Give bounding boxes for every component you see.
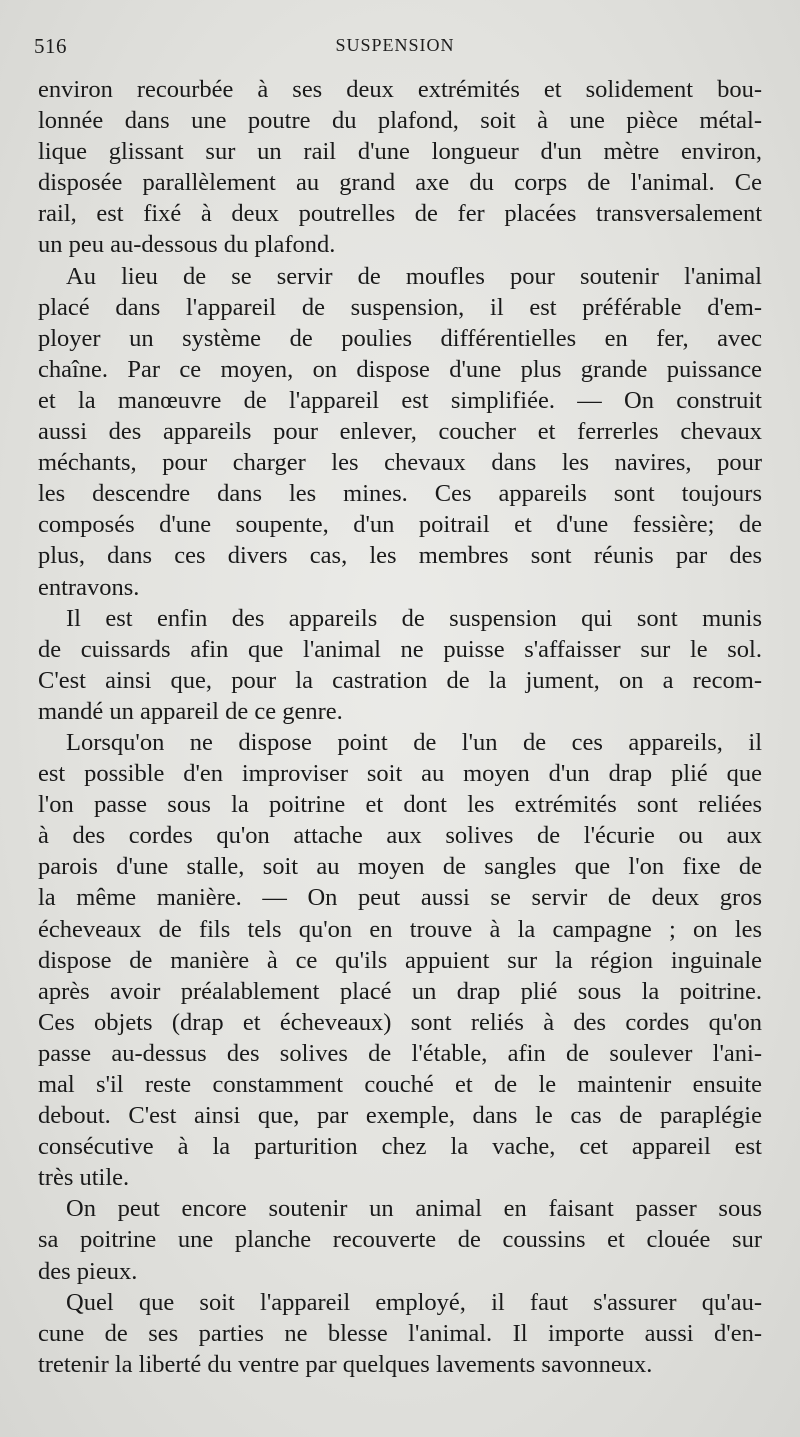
text-line: et la manœuvre de l'appareil est simplifiée. — On construit <box>38 386 762 414</box>
text-line: l'on passe sous la poitrine et dont les extrémités sont reliées <box>38 791 762 819</box>
text-line: rail, est fixé à deux poutrelles de fer placées transversalement <box>38 200 762 228</box>
text-line: dispose de manière à ce qu'ils appuient sur la région inguinale <box>38 946 762 974</box>
text-line: écheveaux de fils tels qu'on en trouve à la campagne ; on les <box>38 915 762 943</box>
text-line: Au lieu de se servir de moufles pour soutenir l'animal <box>66 262 762 290</box>
text-line: debout. C'est ainsi que, par exemple, dans le cas de paraplégie <box>38 1102 762 1130</box>
text-line: de cuissards afin que l'animal ne puisse s'affaisser sur le sol. <box>38 635 762 663</box>
text-line: lonnée dans une poutre du plafond, soit à une pièce métal- <box>38 107 762 135</box>
text-line: Quel que soit l'appareil employé, il faut s'assurer qu'au- <box>66 1288 762 1316</box>
paragraph <box>38 727 762 1193</box>
text-line: après avoir préalablement placé un drap plié sous la poitrine. <box>38 977 762 1005</box>
text-line: placé dans l'appareil de suspension, il est préférable d'em- <box>38 293 762 321</box>
text-line: méchants, pour charger les chevaux dans les navires, pour <box>38 449 762 477</box>
paragraph <box>38 74 762 261</box>
text-line: mal s'il reste constamment couché et de le maintenir ensuite <box>38 1071 762 1098</box>
paragraph <box>38 603 762 727</box>
text-line: Il est enfin des appareils de suspension qui sont munis <box>66 604 762 632</box>
text-line: lique glissant sur un rail d'une longueur d'un mètre environ, <box>38 138 762 166</box>
text-line: Lorsqu'on ne dispose point de l'un de ces appareils, il <box>66 728 762 756</box>
text-line: environ recourbée à ses deux extrémités et solidement bou- <box>38 76 762 103</box>
page-number: 516 <box>34 34 67 58</box>
text-line: ployer un système de poulies différentielles en fer, avec <box>38 324 762 352</box>
text-line: tretenir la liberté du ventre par quelques lavements savonneux. <box>38 1350 653 1378</box>
text-line: On peut encore soutenir un animal en faisant passer sous <box>66 1195 762 1223</box>
text-line: est possible d'en improviser soit au moyen d'un drap plié que <box>38 760 762 788</box>
text-line: cune de ses parties ne blesse l'animal. Il importe aussi d'en- <box>38 1319 762 1347</box>
text-line: très utile. <box>38 1164 130 1192</box>
text-line: passe au-dessus des solives de l'étable, afin de soulever l'ani- <box>38 1039 762 1067</box>
text-line: un peu au-dessous du plafond. <box>38 231 336 259</box>
text-line: des pieux. <box>38 1257 138 1285</box>
text-line: consécutive à la parturition chez la vache, cet appareil est <box>38 1133 762 1161</box>
text-line: sa poitrine une planche recouverte de coussins et clouée sur <box>38 1226 762 1254</box>
text-line: disposée parallèlement au grand axe du corps de l'animal. Ce <box>38 169 762 197</box>
text-line: parois d'une stalle, soit au moyen de sangles que l'on fixe de <box>38 853 762 881</box>
text-line: Ces objets (drap et écheveaux) sont reliés à des cordes qu'on <box>38 1008 762 1036</box>
page-header <box>34 34 756 60</box>
text-line: les descendre dans les mines. Ces appareils sont toujours <box>38 480 762 508</box>
text-line: entravons. <box>38 573 140 601</box>
paragraph <box>38 261 762 603</box>
text-line: à des cordes qu'on attache aux solives de l'écurie ou aux <box>38 822 762 850</box>
text-line: C'est ainsi que, pour la castration de la jument, on a recom- <box>38 666 762 694</box>
paragraph <box>38 1193 762 1286</box>
text-line: composés d'une soupente, d'un poitrail et d'une fessière; de <box>38 511 762 539</box>
paragraph <box>38 1287 762 1380</box>
running-title: SUSPENSION <box>335 35 455 55</box>
text-line: chaîne. Par ce moyen, on dispose d'une plus grande puissance <box>38 355 762 383</box>
text-line: aussi des appareils pour enlever, coucher et ferrerles chevaux <box>38 418 762 446</box>
text-line: mandé un appareil de ce genre. <box>38 697 343 725</box>
text-line: la même manière. — On peut aussi se servir de deux gros <box>38 884 762 912</box>
body-text <box>38 74 762 1380</box>
text-line: plus, dans ces divers cas, les membres sont réunis par des <box>38 542 762 570</box>
